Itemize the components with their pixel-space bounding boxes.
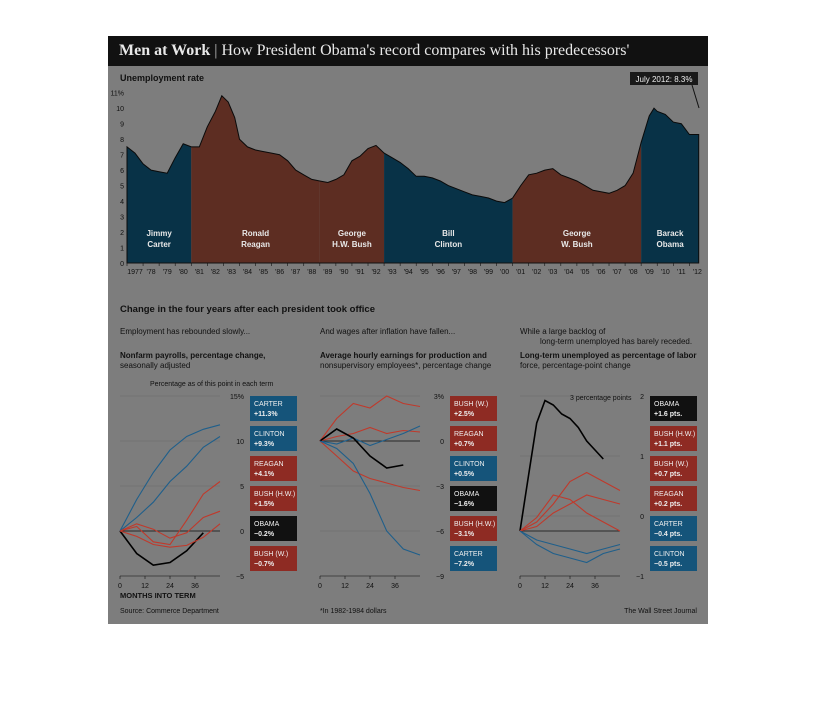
x-tick-label: '86 bbox=[275, 269, 285, 276]
legend-value: −1.6% bbox=[454, 501, 475, 508]
source-note: Source: Commerce Department bbox=[120, 608, 219, 615]
president-label-barack-obama-2: Obama bbox=[656, 240, 684, 249]
panel-series-line bbox=[120, 425, 220, 531]
panel-series-line bbox=[320, 441, 420, 555]
president-label-bill-clinton: Bill bbox=[442, 229, 455, 238]
panel-subheading: While a large backlog of bbox=[520, 327, 606, 336]
section-heading: Change in the four years after each president took office bbox=[120, 304, 375, 315]
panel-series-line bbox=[320, 396, 420, 441]
legend-value: +0.5% bbox=[454, 471, 475, 478]
panel-series-line bbox=[520, 531, 620, 563]
panel-x-tick-label: 0 bbox=[118, 583, 122, 590]
legend-value: +11.3% bbox=[254, 411, 278, 418]
y-tick-label: 6 bbox=[120, 168, 124, 176]
president-label-george-h-w-bush-2: H.W. Bush bbox=[332, 240, 372, 249]
panel-y-tick: −3 bbox=[436, 484, 444, 491]
title-main: Men at Work bbox=[119, 42, 211, 59]
legend-value: −0.4 pts. bbox=[654, 531, 683, 538]
legend-label: CARTER bbox=[254, 401, 283, 408]
panel-series-line bbox=[120, 511, 220, 538]
panel-subheading: Employment has rebounded slowly... bbox=[120, 327, 251, 336]
x-tick-label: '02 bbox=[532, 269, 542, 276]
callout-label: July 2012: 8.3% bbox=[635, 75, 693, 84]
panel-x-tick-label: 12 bbox=[541, 583, 549, 590]
title-subtitle: How President Obama's record compares with his predecessors' bbox=[221, 42, 630, 59]
y-tick-label: 5 bbox=[120, 183, 124, 191]
legend-label: CLINTON bbox=[654, 551, 685, 558]
credit: The Wall Street Journal bbox=[624, 608, 697, 615]
x-tick-label: '95 bbox=[419, 269, 429, 276]
panel-series-line bbox=[520, 473, 620, 532]
x-tick-label: '88 bbox=[307, 269, 317, 276]
x-tick-label: '01 bbox=[516, 269, 526, 276]
y-tick-label: 2 bbox=[120, 230, 124, 238]
president-label-ronald-reagan: Ronald bbox=[241, 229, 270, 238]
infographic bbox=[108, 36, 708, 624]
x-tick-label: '87 bbox=[291, 269, 301, 276]
legend-label: OBAMA bbox=[254, 521, 280, 528]
y-tick-label: 4 bbox=[120, 199, 124, 207]
panel-x-tick-label: 36 bbox=[191, 583, 199, 590]
x-tick-label: '94 bbox=[403, 269, 413, 276]
panel-title: nonsupervisory employees*, percentage change bbox=[320, 361, 492, 370]
x-tick-label: '00 bbox=[500, 269, 510, 276]
legend-label: BUSH (H.W.) bbox=[254, 491, 296, 498]
legend-value: −0.7% bbox=[254, 561, 275, 568]
x-tick-label: '91 bbox=[355, 269, 365, 276]
x-tick-label: '84 bbox=[242, 269, 253, 276]
title-separator: | bbox=[214, 42, 218, 59]
panel-series-line bbox=[320, 426, 420, 446]
legend-value: +1.1 pts. bbox=[654, 441, 683, 448]
panel-series-line bbox=[520, 531, 620, 554]
panel-y-tick: 5 bbox=[240, 484, 244, 491]
legend-label: BUSH (H.W.) bbox=[454, 521, 496, 528]
panel-3 bbox=[518, 327, 697, 615]
legend-label: BUSH (W.) bbox=[254, 551, 289, 558]
y-tick-label: 8 bbox=[120, 137, 124, 145]
y-tick-label: 9 bbox=[120, 121, 124, 129]
y-tick-label: 1 bbox=[120, 245, 124, 253]
panel-y-tick: 0 bbox=[240, 529, 244, 536]
callout-leader bbox=[692, 85, 699, 108]
panel-y-tick: −5 bbox=[236, 574, 244, 581]
y-tick-label: 7 bbox=[120, 152, 124, 160]
x-tick-label: '83 bbox=[226, 269, 237, 276]
panel-x-tick-label: 36 bbox=[391, 583, 399, 590]
panel-y-tick: −9 bbox=[436, 574, 444, 581]
x-tick-label: '85 bbox=[259, 269, 269, 276]
x-tick-label: '80 bbox=[178, 269, 188, 276]
panel-series-line bbox=[320, 441, 420, 491]
x-tick-label: '78 bbox=[146, 269, 156, 276]
panel-subheading-2: long-term unemployed has barely receded. bbox=[540, 337, 693, 346]
panel-y-tick: 15% bbox=[229, 394, 244, 401]
legend-value: +9.3% bbox=[254, 441, 275, 448]
legend-value: −7.2% bbox=[454, 561, 475, 568]
x-tick-label: '97 bbox=[451, 269, 461, 276]
panel-series-line bbox=[120, 482, 220, 545]
panel-y-tick: 0 bbox=[440, 439, 444, 446]
panel-series-line bbox=[320, 429, 403, 468]
legend-label: CLINTON bbox=[254, 431, 285, 438]
y-tick-label: 0 bbox=[120, 261, 124, 268]
panel-y-tick: 2 bbox=[640, 394, 644, 401]
panel-annotation: 3 percentage points bbox=[570, 395, 632, 402]
x-tick-label: '11 bbox=[677, 269, 686, 276]
x-tick-label: 1977 bbox=[127, 269, 143, 276]
legend-value: +0.7 pts. bbox=[654, 471, 683, 478]
unemployment-bands bbox=[127, 80, 699, 263]
panel-y-tick: 10 bbox=[236, 439, 244, 446]
x-tick-label: '10 bbox=[660, 269, 670, 276]
x-tick-label: '89 bbox=[323, 269, 333, 276]
panel-2 bbox=[318, 327, 497, 615]
panel-y-tick: −6 bbox=[436, 529, 444, 536]
x-tick-label: '96 bbox=[435, 269, 445, 276]
x-axis-title: MONTHS INTO TERM bbox=[120, 591, 196, 600]
x-tick-label: '98 bbox=[467, 269, 478, 276]
x-tick-label: '09 bbox=[644, 269, 654, 276]
legend-value: +1.5% bbox=[254, 501, 275, 508]
x-tick-label: '08 bbox=[628, 269, 638, 276]
legend-label: REAGAN bbox=[654, 491, 684, 498]
legend-label: OBAMA bbox=[454, 491, 480, 498]
legend-value: +4.1% bbox=[254, 471, 275, 478]
legend-value: +2.5% bbox=[454, 411, 475, 418]
footnote: *In 1982-1984 dollars bbox=[320, 608, 387, 615]
panel-y-tick: 3% bbox=[433, 394, 444, 401]
legend-label: REAGAN bbox=[454, 431, 484, 438]
legend-value: −0.2% bbox=[254, 531, 275, 538]
legend-label: CARTER bbox=[654, 521, 683, 528]
panel-x-tick-label: 24 bbox=[366, 583, 374, 590]
legend-label: CLINTON bbox=[454, 461, 485, 468]
legend-label: CARTER bbox=[454, 551, 483, 558]
panel-1 bbox=[118, 327, 297, 615]
legend-value: −3.1% bbox=[454, 531, 475, 538]
x-tick-label: '92 bbox=[371, 269, 381, 276]
legend-value: −0.5 pts. bbox=[654, 561, 683, 568]
president-label-george-w-bush-2: W. Bush bbox=[561, 240, 593, 249]
president-label-bill-clinton-2: Clinton bbox=[434, 240, 463, 249]
panel-title: Average hourly earnings for production and bbox=[320, 351, 487, 360]
panel-x-tick-label: 0 bbox=[518, 583, 522, 590]
chart-canvas bbox=[108, 36, 708, 624]
legend-label: BUSH (H.W.) bbox=[654, 431, 696, 438]
panel-x-tick-label: 12 bbox=[341, 583, 349, 590]
president-label-jimmy-carter-2: Carter bbox=[147, 240, 171, 249]
panel-title: Nonfarm payrolls, percentage change, bbox=[120, 351, 266, 360]
panel-x-tick-label: 36 bbox=[591, 583, 599, 590]
panel-title: force, percentage-point change bbox=[520, 361, 631, 370]
legend-value: +0.2 pts. bbox=[654, 501, 683, 508]
x-tick-label: '03 bbox=[548, 269, 558, 276]
x-tick-label: '90 bbox=[339, 269, 349, 276]
y-tick-label: 10 bbox=[116, 106, 124, 114]
panel-series-line bbox=[520, 495, 620, 531]
y-tick-label: 11% bbox=[110, 90, 124, 98]
legend-label: REAGAN bbox=[254, 461, 284, 468]
panel-x-tick-label: 24 bbox=[166, 583, 174, 590]
panel-x-tick-label: 0 bbox=[318, 583, 322, 590]
legend-label: OBAMA bbox=[654, 401, 680, 408]
legend-value: +1.6 pts. bbox=[654, 411, 683, 418]
panel-series-line bbox=[520, 401, 603, 532]
panel-y-tick: 0 bbox=[640, 514, 644, 521]
x-tick-label: '82 bbox=[210, 269, 220, 276]
panel-title: Long-term unemployed as percentage of labor bbox=[520, 351, 697, 360]
legend-label: BUSH (W.) bbox=[454, 401, 489, 408]
panel-series-line bbox=[120, 531, 203, 565]
x-tick-label: '05 bbox=[580, 269, 590, 276]
panel-title: seasonally adjusted bbox=[120, 361, 191, 370]
x-tick-label: '93 bbox=[387, 269, 397, 276]
president-label-george-w-bush: George bbox=[562, 229, 591, 238]
legend-label: BUSH (W.) bbox=[654, 461, 689, 468]
x-tick-label: '99 bbox=[483, 269, 494, 276]
panel-y-tick: −1 bbox=[636, 574, 644, 581]
x-tick-label: '06 bbox=[596, 269, 606, 276]
x-tick-label: '81 bbox=[194, 269, 204, 276]
x-tick-label: '07 bbox=[612, 269, 622, 276]
legend-value: +0.7% bbox=[454, 441, 475, 448]
president-label-barack-obama: Barack bbox=[656, 229, 684, 238]
x-tick-label: '04 bbox=[564, 269, 574, 276]
panel-annotation: Percentage as of this point in each term bbox=[150, 381, 274, 388]
unemployment-heading: Unemployment rate bbox=[120, 73, 205, 83]
president-label-ronald-reagan-2: Reagan bbox=[241, 240, 270, 249]
y-tick-label: 3 bbox=[120, 214, 124, 222]
panel-subheading: And wages after inflation have fallen... bbox=[320, 327, 456, 336]
panel-x-tick-label: 12 bbox=[141, 583, 149, 590]
president-label-george-h-w-bush: George bbox=[337, 229, 366, 238]
panel-x-tick-label: 24 bbox=[566, 583, 574, 590]
x-tick-label: '79 bbox=[162, 269, 172, 276]
president-label-jimmy-carter: Jimmy bbox=[146, 229, 172, 238]
panel-y-tick: 1 bbox=[640, 454, 644, 461]
x-tick-label: '12 bbox=[692, 269, 702, 276]
